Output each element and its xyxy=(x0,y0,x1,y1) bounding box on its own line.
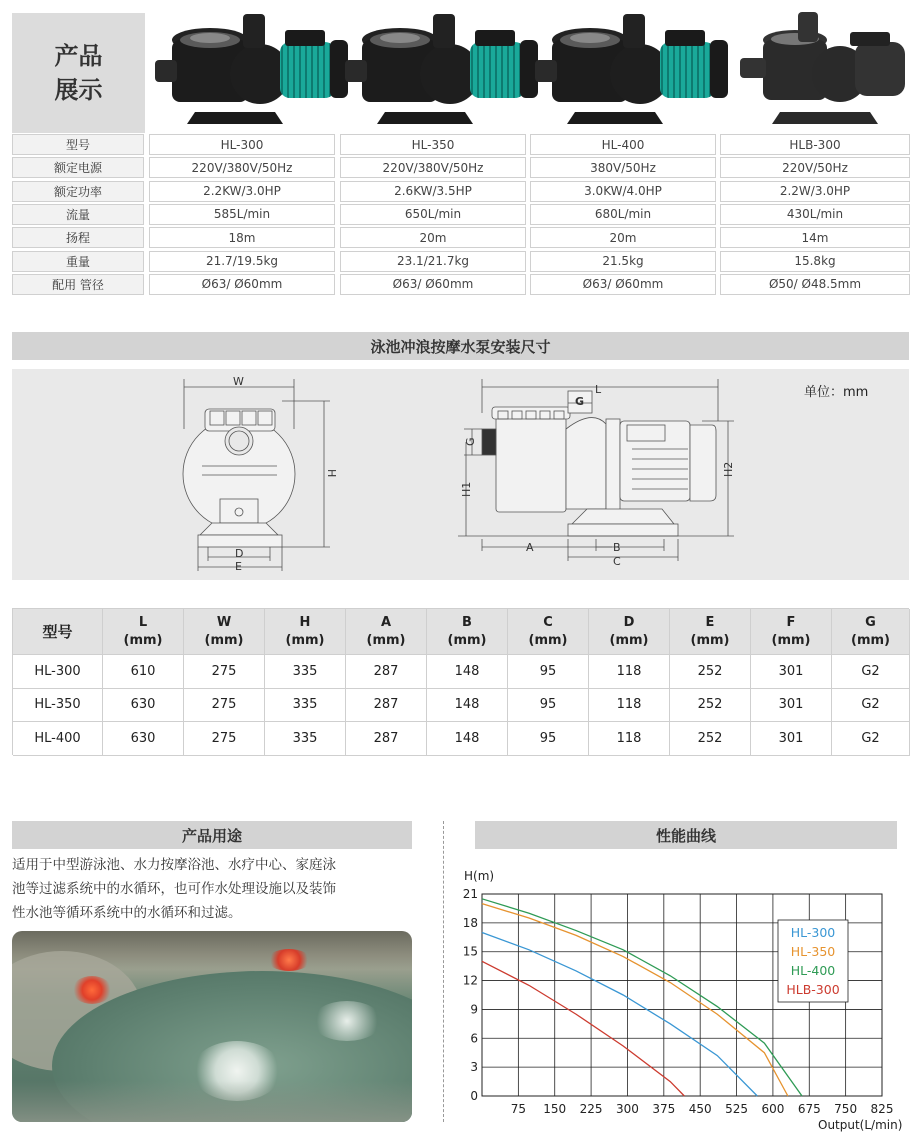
dim-label-h: H xyxy=(325,469,338,478)
dims-cell: 287 xyxy=(346,722,427,756)
dims-header xyxy=(103,609,184,655)
dim-label-e: E xyxy=(235,560,242,573)
dims-cell: 335 xyxy=(265,689,346,723)
spec-value: 20m xyxy=(530,227,716,248)
dims-header xyxy=(346,609,427,655)
spec-value: 680L/min xyxy=(530,204,716,225)
dims-cell: 252 xyxy=(670,655,751,689)
chart-ylabel: H(m) xyxy=(464,869,495,883)
dims-cell: 335 xyxy=(265,722,346,756)
chart-ytick-label: 6 xyxy=(470,1031,478,1046)
spec-label: 流量 xyxy=(12,204,144,225)
chart-xtick-label: 375 xyxy=(652,1102,676,1116)
chart-legend-item: HL-350 xyxy=(790,944,836,959)
spec-value: 430L/min xyxy=(720,204,910,225)
dims-cell: 630 xyxy=(103,689,184,723)
dims-header-unit: (mm) xyxy=(366,632,406,648)
install-drawings xyxy=(12,369,909,580)
spec-value: 220V/380V/50Hz xyxy=(340,157,526,178)
spec-value: 23.1/21.7kg xyxy=(340,251,526,272)
showcase-title-line1: 产品 xyxy=(54,42,103,70)
dims-cell: G2 xyxy=(832,655,910,689)
dims-header-name: A xyxy=(380,614,392,630)
dims-cell: 610 xyxy=(103,655,184,689)
chart-xlabel: Output(L/min) xyxy=(818,1118,903,1132)
chart-xtick-label: 525 xyxy=(725,1102,748,1116)
chart-xtick-label: 450 xyxy=(688,1102,712,1116)
dims-header-name: H xyxy=(299,614,311,630)
dims-cell: HL-400 xyxy=(13,722,103,756)
dims-cell: 287 xyxy=(346,655,427,689)
dims-cell: 118 xyxy=(589,689,670,723)
spec-value: Ø50/ Ø48.5mm xyxy=(720,274,910,295)
dims-header xyxy=(508,609,589,655)
spec-value: HLB-300 xyxy=(720,134,910,155)
spec-value: HL-350 xyxy=(340,134,526,155)
unit-label: 单位：mm xyxy=(804,385,869,400)
dims-cell: 301 xyxy=(751,722,832,756)
spec-value: 14m xyxy=(720,227,910,248)
dims-header xyxy=(670,609,751,655)
spec-label: 额定功率 xyxy=(12,181,144,202)
dims-header xyxy=(13,609,103,655)
spec-value: 15.8kg xyxy=(720,251,910,272)
dims-cell: G2 xyxy=(832,722,910,756)
spec-value: HL-400 xyxy=(530,134,716,155)
dims-cell: HL-300 xyxy=(13,655,103,689)
dims-header-unit: (mm) xyxy=(123,632,163,648)
chart-ytick-label: 15 xyxy=(462,944,478,959)
dim-label-l: L xyxy=(595,383,602,396)
dims-cell: 301 xyxy=(751,689,832,723)
dim-label-g-top: G xyxy=(575,395,585,408)
dims-header-name: F xyxy=(786,614,796,630)
dimensions-table xyxy=(12,608,909,755)
usage-description xyxy=(12,853,412,925)
dim-label-c: C xyxy=(613,555,621,568)
dims-header xyxy=(589,609,670,655)
dims-cell: 118 xyxy=(589,722,670,756)
dims-cell: 95 xyxy=(508,722,589,756)
pump-images xyxy=(150,8,920,132)
chart-ytick-label: 0 xyxy=(470,1089,478,1103)
chart-xtick-label: 600 xyxy=(761,1102,785,1116)
spec-label: 额定电源 xyxy=(12,157,144,178)
dims-header xyxy=(751,609,832,655)
showcase-title-box xyxy=(12,13,145,133)
dim-label-a: A xyxy=(526,541,534,554)
spec-value: 20m xyxy=(340,227,526,248)
dims-header-name: W xyxy=(216,614,232,630)
dims-header-unit: (mm) xyxy=(285,632,325,648)
showcase-title-line2: 展示 xyxy=(54,76,103,104)
dims-header-name: E xyxy=(705,614,715,630)
chart-xtick-label: 225 xyxy=(579,1102,603,1116)
chart-title: 性能曲线 xyxy=(475,821,897,849)
dims-header-unit: (mm) xyxy=(204,632,244,648)
dims-header-unit: (mm) xyxy=(609,632,649,648)
dim-label-g-side: G xyxy=(464,437,477,446)
chart-xtick-label: 825 xyxy=(870,1102,894,1116)
spec-label: 扬程 xyxy=(12,227,144,248)
performance-chart xyxy=(460,880,910,1120)
install-title: 泳池冲浪按摩水泵安装尺寸 xyxy=(12,332,909,360)
chart-legend-item: HL-400 xyxy=(790,963,836,978)
dims-cell: 335 xyxy=(265,655,346,689)
chart-ytick-label: 21 xyxy=(462,887,478,901)
spec-label: 配用 管径 xyxy=(12,274,144,295)
chart-ytick-label: 9 xyxy=(470,1002,478,1017)
dims-cell: 95 xyxy=(508,689,589,723)
dims-header-name: B xyxy=(462,614,472,630)
spec-value: 220V/50Hz xyxy=(720,157,910,178)
dims-header-name: 型号 xyxy=(42,622,73,641)
usage-line-3: 性水池等循环系统中的水循环和过滤。 xyxy=(12,905,242,921)
dims-header-unit: (mm) xyxy=(851,632,890,648)
spec-value: 2.2W/3.0HP xyxy=(720,181,910,202)
dims-header-name: L xyxy=(138,614,148,630)
spec-value: Ø63/ Ø60mm xyxy=(530,274,716,295)
dim-label-w: W xyxy=(233,375,244,388)
chart-ytick-label: 12 xyxy=(462,973,478,988)
spec-value: 3.0KW/4.0HP xyxy=(530,181,716,202)
dims-cell: 148 xyxy=(427,655,508,689)
dims-header-unit: (mm) xyxy=(771,632,811,648)
chart-xtick-label: 675 xyxy=(797,1102,821,1116)
dims-header-unit: (mm) xyxy=(690,632,730,648)
dims-cell: 275 xyxy=(184,655,265,689)
dim-label-h1: H1 xyxy=(460,481,473,497)
spec-value: 18m xyxy=(149,227,335,248)
dims-header xyxy=(184,609,265,655)
dims-header-name: D xyxy=(623,614,635,630)
spec-value: 650L/min xyxy=(340,204,526,225)
chart-ytick-label: 3 xyxy=(470,1060,478,1075)
dims-cell: 95 xyxy=(508,655,589,689)
usage-line-1: 适用于中型游泳池、水力按摩浴池、水疗中心、家庭泳 xyxy=(12,857,336,873)
chart-xtick-label: 150 xyxy=(543,1102,567,1116)
spec-value: 2.6KW/3.5HP xyxy=(340,181,526,202)
dims-header-name: C xyxy=(543,614,553,630)
dims-cell: 301 xyxy=(751,655,832,689)
dims-cell: 275 xyxy=(184,689,265,723)
spec-value: 21.5kg xyxy=(530,251,716,272)
dims-cell: 252 xyxy=(670,722,751,756)
dims-header xyxy=(427,609,508,655)
chart-xtick-label: 750 xyxy=(834,1102,858,1116)
pool-photo xyxy=(12,931,412,1122)
dims-cell: HL-350 xyxy=(13,689,103,723)
spec-value: 380V/50Hz xyxy=(530,157,716,178)
chart-legend-item: HL-300 xyxy=(790,925,836,940)
spec-value: Ø63/ Ø60mm xyxy=(340,274,526,295)
dims-header xyxy=(832,609,910,655)
spec-value: Ø63/ Ø60mm xyxy=(149,274,335,295)
chart-xtick-label: 300 xyxy=(616,1102,639,1116)
spec-value: HL-300 xyxy=(149,134,335,155)
dims-cell: 148 xyxy=(427,689,508,723)
vertical-divider xyxy=(443,821,444,1122)
dims-cell: 275 xyxy=(184,722,265,756)
chart-legend-item: HLB-300 xyxy=(786,982,840,997)
dims-cell: 118 xyxy=(589,655,670,689)
spec-value: 2.2KW/3.0HP xyxy=(149,181,335,202)
dims-cell: G2 xyxy=(832,689,910,723)
dims-cell: 252 xyxy=(670,689,751,723)
dims-header xyxy=(265,609,346,655)
spec-label: 型号 xyxy=(12,134,144,155)
spec-value: 585L/min xyxy=(149,204,335,225)
dim-label-d: D xyxy=(235,547,244,560)
chart-xtick-label: 75 xyxy=(510,1102,527,1116)
dims-header-unit: (mm) xyxy=(447,632,487,648)
spec-value: 220V/380V/50Hz xyxy=(149,157,335,178)
dim-label-h2: H2 xyxy=(722,461,735,477)
dims-header-name: G xyxy=(865,614,876,630)
chart-ytick-label: 18 xyxy=(462,915,478,930)
dim-label-b: B xyxy=(613,541,621,554)
dims-cell: 148 xyxy=(427,722,508,756)
dims-cell: 287 xyxy=(346,689,427,723)
usage-title: 产品用途 xyxy=(12,821,412,849)
spec-label: 重量 xyxy=(12,251,144,272)
dims-header-unit: (mm) xyxy=(528,632,568,648)
usage-line-2: 池等过滤系统中的水循环，也可作水处理设施以及装饰 xyxy=(12,881,336,897)
spec-value: 21.7/19.5kg xyxy=(149,251,335,272)
dims-cell: 630 xyxy=(103,722,184,756)
